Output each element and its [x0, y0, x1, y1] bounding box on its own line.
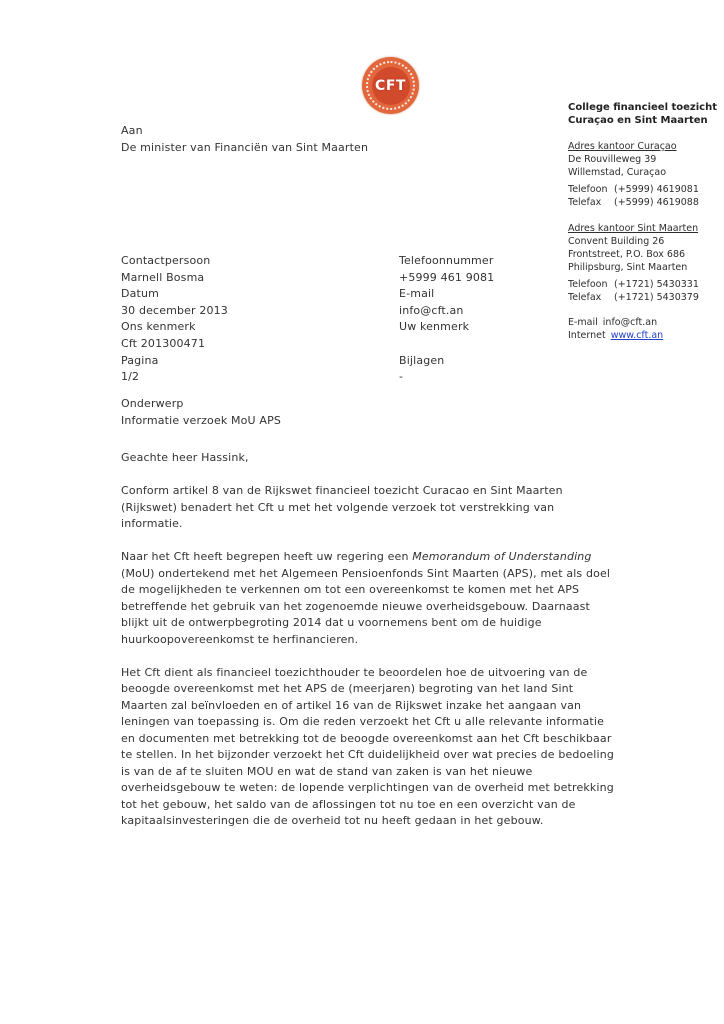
sidebar-contact — [568, 316, 720, 342]
meta-label: Uw kenmerk — [399, 320, 470, 334]
meta-value — [399, 336, 494, 353]
recipient-name: De minister van Financiën van Sint Maarten — [121, 140, 369, 154]
org-name-line1: College financieel toezicht — [568, 102, 718, 113]
paragraph-mou-post: (MoU) ondertekend met het Algemeen Pensioenfonds Sint Maarten (APS), met als doel de mogelijkheden te verkennen om tot een overeenkomst te komen met het APS betreffende het gebruik van het zogenoemde nieuwe overheidsgebouw. Daarnaast blijkt uit de ontwerpbegroting 2014 dat u voornemens bent om de huidige huurkoopovereenkomst te herfinancieren. — [121, 566, 611, 646]
meta-label: E-mail — [399, 287, 435, 301]
meta-value: +5999 461 9081 — [399, 270, 495, 284]
sintmaarten-phones — [568, 278, 720, 304]
sintmaarten-address-line: Convent Building 26 — [568, 236, 665, 247]
subject-value: Informatie verzoek MoU APS — [121, 413, 281, 427]
phone-row — [568, 183, 720, 196]
meta-value: Cft 201300471 — [121, 336, 206, 350]
fax-label: Telefax — [568, 197, 602, 208]
meta-value: 1/2 — [121, 370, 140, 384]
website-link[interactable]: www.cft.an — [610, 330, 664, 341]
fax-row — [568, 291, 720, 304]
meta-right-column — [399, 253, 494, 386]
curacao-address-line: Willemstad, Curaçao — [568, 167, 667, 178]
logo-text: CFT — [375, 77, 406, 94]
meta-left-column — [121, 253, 228, 386]
paragraph-request: Het Cft dient als financieel toezichthouder te beoordelen hoe de uitvoering van de beoogde overeenkomst met het APS de (meerjaren) begroting van het land Sint Maarten zal beïnvloeden en of artikel 16 van de Rijkswet inzake het aangaan van leningen van toepassing is. Om die reden verzoekt het Cft u alle relevante informatie en documenten met betrekking tot de beoogde overeenkomst aan het Cft beschikbaar te stellen. In het bijzonder verzoekt het Cft duidelijkheid over wat precies de bedoeling is van de af te sluiten MOU en wat de stand van zaken is van het nieuwe overheidsgebouw te weten: de lopende verplichtingen van de overheid met betrekking tot het gebouw, het saldo van de aflossingen tot nu toe en een overzicht van de kapitaalsinvesteringen die de overheid tot nu heeft gedaan in het gebouw. — [121, 665, 614, 827]
meta-label: Pagina — [121, 353, 159, 367]
sintmaarten-office-heading: Adres kantoor Sint Maarten — [568, 223, 699, 234]
sintmaarten-address-line: Frontstreet, P.O. Box 686 — [568, 249, 686, 260]
cft-logo — [362, 57, 419, 114]
fax-label: Telefax — [568, 292, 602, 303]
meta-value: Marnell Bosma — [121, 270, 205, 284]
curacao-office-heading: Adres kantoor Curaçao — [568, 141, 677, 152]
phone-label: Telefoon — [568, 184, 608, 195]
meta-value: - — [399, 370, 404, 384]
meta-label: Telefoonnummer — [399, 254, 494, 267]
paragraph-mou — [121, 549, 618, 648]
fax-row — [568, 196, 720, 209]
email-label: E-mail — [568, 317, 598, 328]
org-name-line2: Curaçao en Sint Maarten — [568, 115, 708, 126]
curacao-office-section — [568, 140, 720, 209]
letterhead-sidebar — [568, 101, 720, 342]
meta-label: Ons kenmerk — [121, 320, 196, 334]
paragraph-mou-italic: Memorandum of Understanding — [412, 550, 592, 563]
subject-block — [121, 396, 281, 429]
paragraph-intro: Conform artikel 8 van de Rijkswet financieel toezicht Curacao en Sint Maarten (Rijkswet) benadert het Cft u met het volgende verzoek tot verstrekking van informatie. — [121, 484, 563, 530]
phone-label: Telefoon — [568, 279, 608, 290]
curacao-phones — [568, 183, 720, 209]
meta-label: Datum — [121, 287, 159, 301]
paragraph-mou-pre: Naar het Cft heeft begrepen heeft uw regering een — [121, 550, 413, 563]
org-name — [568, 101, 720, 127]
sintmaarten-address-line: Philipsburg, Sint Maarten — [568, 262, 688, 273]
recipient-label: Aan — [121, 124, 143, 137]
fax-value: (+1721) 5430379 — [614, 292, 699, 303]
meta-value: 30 december 2013 — [121, 303, 228, 317]
fax-value: (+5999) 4619088 — [614, 197, 699, 208]
recipient-block — [121, 123, 368, 156]
email-row — [568, 316, 720, 329]
logo-ring-icon — [366, 61, 415, 110]
phone-value: (+5999) 4619081 — [614, 184, 699, 195]
sintmaarten-office-section — [568, 222, 720, 304]
email-value: info@cft.an — [602, 317, 658, 328]
phone-row — [568, 278, 720, 291]
internet-label: Internet — [568, 330, 606, 341]
salutation: Geachte heer Hassink, — [121, 451, 249, 464]
subject-label: Onderwerp — [121, 397, 184, 410]
internet-row — [568, 329, 720, 342]
curacao-address-line: De Rouvilleweg 39 — [568, 154, 657, 165]
meta-label: Bijlagen — [399, 353, 445, 367]
meta-value: info@cft.an — [399, 303, 464, 317]
letter-body — [121, 450, 618, 846]
meta-label: Contactpersoon — [121, 254, 211, 267]
phone-value: (+1721) 5430331 — [614, 279, 699, 290]
